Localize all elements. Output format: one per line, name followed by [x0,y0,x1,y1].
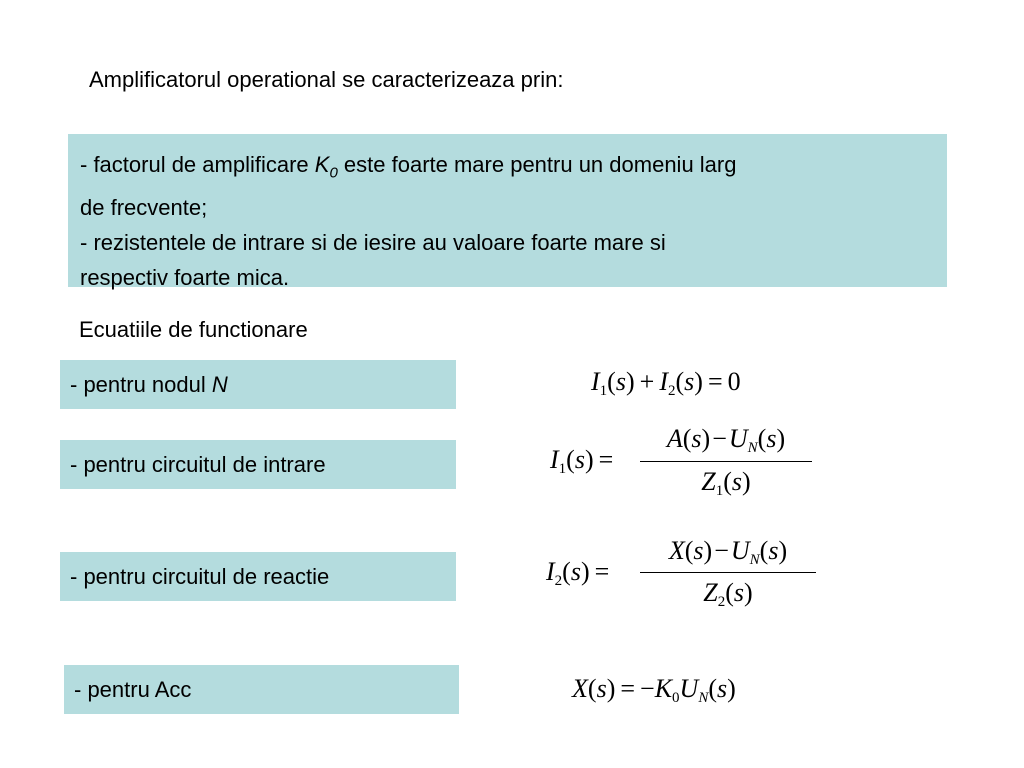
label-feedback-circuit: - pentru circuitul de reactie [60,552,456,601]
features-box [68,134,947,291]
equation-node: $I_1(s) + I_2(s) = 0$ [591,367,741,399]
label-acc: - pentru Acc [64,665,459,714]
feature-line-1: - factorul de amplificare $K_0$ este foarte mare pentru un domeniu larg [80,152,737,182]
equation-acc: $X(s) = -K_0U_N(s)$ [572,674,736,706]
slide-heading: Amplificatorul operational se caracterizeaza prin: [89,67,564,92]
slide: Amplificatorul operational se caracterizeaza prin: - factorul de amplificare $K_0$ este foarte mare pentru un domeniu larg de frecvente; - rezistentele de intrare si de iesire au valoare foarte mare si respectiv foarte mica. Ecuatiile de functionare - pentru nodul N - pentru circuitul de intrare - pentru circuitul de reactie - pentru Acc $I_1(s) + I_2(s) = 0$ $I_1(s)$ = $A(s)-U_N(s)$ $Z_1(s)$ $I_2(s)$ = $X(s)-U_N(s)$ $Z_2(s)$ $X(s) = -K_0U_N(s)$ [0,0,1024,768]
feature-line-4: respectiv foarte mica. [80,265,290,291]
label-input-circuit: - pentru circuitul de intrare [60,440,456,489]
equations-heading: Ecuatiile de functionare [79,317,308,342]
feature-line-2: de frecvente; [80,195,208,221]
label-node: - pentru nodul N [60,360,456,409]
feature-line-3: - rezistentele de intrare si de iesire au valoare foarte mare si [80,230,666,256]
